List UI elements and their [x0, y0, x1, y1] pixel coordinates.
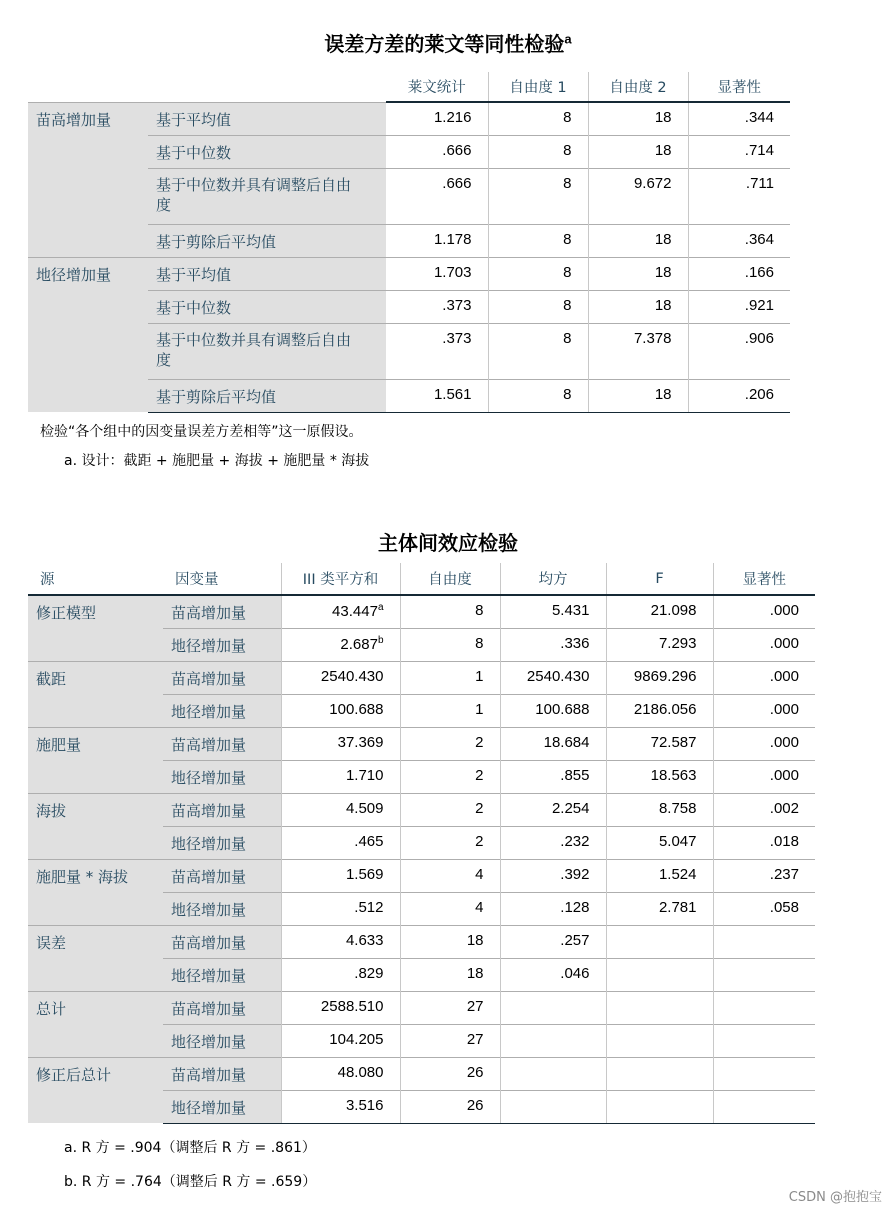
cell-value: 8 — [475, 634, 484, 652]
row-label — [148, 224, 386, 257]
cell-sig — [713, 628, 815, 661]
cell-sig — [713, 859, 815, 892]
cell-ms — [500, 991, 606, 1024]
cell-sig — [713, 661, 815, 694]
cell-f — [606, 958, 713, 991]
cell-f — [606, 595, 713, 628]
cell-df — [400, 760, 500, 793]
cell-f — [606, 826, 713, 859]
watermark: CSDN @抱抱宝 — [788, 1190, 882, 1205]
dependent-variable-label — [163, 1024, 281, 1057]
cell-df1: 8 — [488, 135, 588, 168]
dependent-variable-label — [163, 727, 281, 760]
cell-ss — [281, 1024, 400, 1057]
source-label-text: 海拔 — [36, 801, 67, 820]
cell-sig — [713, 892, 815, 925]
cell-sig — [713, 991, 815, 1024]
cell-df2: 18 — [588, 135, 688, 168]
row-label-text: 基于中位数 — [156, 298, 232, 317]
cell-value: 5.047 — [658, 832, 697, 850]
cell-value: .046 — [560, 964, 590, 982]
levene-test-table — [28, 72, 790, 413]
cell-stat: .373 — [386, 323, 488, 379]
dv-text: 苗高增加量 — [171, 999, 247, 1018]
cell-ms — [500, 1057, 606, 1090]
cell-f — [606, 661, 713, 694]
cell-ss — [281, 727, 400, 760]
dependent-variable-label — [163, 892, 281, 925]
cell-f — [606, 727, 713, 760]
cell-value: 18 — [466, 931, 484, 949]
cell-value: .257 — [560, 931, 590, 949]
cell-value: 1.710 — [345, 766, 384, 784]
cell-stat: .666 — [386, 168, 488, 224]
cell-value: 1 — [475, 700, 484, 718]
cell-sig — [713, 595, 815, 628]
cell-value: 26 — [466, 1096, 484, 1114]
row-label — [148, 135, 386, 168]
cell-value: 2540.430 — [526, 667, 590, 685]
group-label-text: 苗高增加量 — [36, 110, 112, 129]
row-label-text: 基于剪除后平均值 — [156, 232, 277, 251]
row-label — [148, 290, 386, 323]
header-blank — [28, 72, 148, 102]
column-header: 显著性 — [688, 72, 790, 102]
cell-sig: .714 — [688, 135, 790, 168]
dependent-variable-label — [163, 958, 281, 991]
cell-value: .000 — [769, 700, 799, 718]
cell-value: .237 — [769, 865, 799, 883]
source-label-text: 修正模型 — [36, 604, 97, 622]
cell-f — [606, 859, 713, 892]
cell-ms — [500, 859, 606, 892]
row-label — [148, 257, 386, 290]
cell-df — [400, 595, 500, 628]
cell-ms — [500, 958, 606, 991]
row-label-text: 基于剪除后平均值 — [156, 387, 277, 406]
cell-value: .018 — [769, 832, 799, 850]
cell-value: 4.633 — [345, 931, 384, 949]
cell-value: 26 — [466, 1063, 484, 1081]
cell-value: 2.254 — [551, 799, 590, 817]
dependent-variable-label — [163, 760, 281, 793]
cell-f — [606, 991, 713, 1024]
cell-value: 8.758 — [658, 799, 697, 817]
source-label-text: 误差 — [36, 933, 67, 952]
cell-sig — [713, 694, 815, 727]
dv-text: 苗高增加量 — [171, 867, 247, 886]
cell-df1: 8 — [488, 168, 588, 224]
r-squared-note-b: b. R 方 = .764（调整后 R 方 = .659） — [64, 1174, 317, 1190]
cell-sig — [713, 727, 815, 760]
cell-df1: 8 — [488, 379, 588, 412]
cell-df2: 18 — [588, 379, 688, 412]
row-label-text: 基于中位数并具有调整后自由度 — [156, 330, 352, 369]
cell-value: 18.684 — [543, 733, 590, 751]
source-label — [28, 1057, 163, 1123]
column-header: F — [606, 563, 713, 595]
cell-sig — [713, 826, 815, 859]
cell-df — [400, 958, 500, 991]
cell-df — [400, 727, 500, 760]
cell-value: 2.687 — [340, 635, 378, 653]
cell-value: 2 — [475, 733, 484, 751]
cell-value: .000 — [769, 667, 799, 685]
cell-value: 1.569 — [345, 865, 384, 883]
dv-text: 地径增加量 — [171, 702, 247, 721]
dependent-variable-label — [163, 694, 281, 727]
cell-f — [606, 1090, 713, 1123]
cell-ms — [500, 925, 606, 958]
cell-df1: 8 — [488, 290, 588, 323]
cell-stat: 1.561 — [386, 379, 488, 412]
cell-f — [606, 793, 713, 826]
cell-sig: .711 — [688, 168, 790, 224]
cell-ms — [500, 892, 606, 925]
column-header: 源 — [28, 563, 163, 595]
cell-value: 21.098 — [650, 602, 697, 619]
cell-f — [606, 694, 713, 727]
cell-df1: 8 — [488, 224, 588, 257]
dv-text: 地径增加量 — [171, 834, 247, 853]
source-label — [28, 727, 163, 793]
column-header: 显著性 — [713, 563, 815, 595]
cell-f — [606, 892, 713, 925]
cell-stat: 1.703 — [386, 257, 488, 290]
source-label — [28, 595, 163, 661]
dependent-variable-label — [163, 1057, 281, 1090]
cell-value: 104.205 — [329, 1030, 384, 1048]
row-label — [148, 102, 386, 135]
source-label-text: 施肥量 * 海拔 — [36, 867, 129, 886]
cell-ss — [281, 628, 400, 661]
cell-sig: .166 — [688, 257, 790, 290]
cell-sig: .906 — [688, 323, 790, 379]
cell-df — [400, 661, 500, 694]
column-header: 均方 — [500, 563, 606, 595]
cell-df2: 18 — [588, 102, 688, 135]
cell-value: 18.563 — [650, 766, 697, 784]
cell-ss — [281, 958, 400, 991]
cell-value: 4 — [475, 865, 484, 883]
cell-value: 2 — [475, 766, 484, 784]
cell-ms — [500, 727, 606, 760]
cell-value: .465 — [354, 832, 384, 850]
dv-text: 苗高增加量 — [171, 669, 247, 688]
cell-ss — [281, 694, 400, 727]
cell-df — [400, 1090, 500, 1123]
cell-df2: 7.378 — [588, 323, 688, 379]
levene-note: 检验“各个组中的因变量误差方差相等”这一原假设。 — [40, 424, 363, 440]
cell-df2: 9.672 — [588, 168, 688, 224]
cell-value: 2 — [475, 832, 484, 850]
cell-value: .392 — [560, 865, 590, 883]
cell-stat: .373 — [386, 290, 488, 323]
cell-value: 2540.430 — [320, 667, 384, 685]
cell-f — [606, 1024, 713, 1057]
cell-ss — [281, 760, 400, 793]
source-label-text: 施肥量 — [36, 735, 82, 754]
cell-value: .000 — [769, 766, 799, 784]
cell-value: 2186.056 — [633, 700, 697, 718]
cell-value: 3.516 — [345, 1096, 384, 1114]
cell-f — [606, 925, 713, 958]
cell-df — [400, 628, 500, 661]
dv-text: 地径增加量 — [171, 768, 247, 787]
group-label — [28, 102, 148, 257]
source-label — [28, 991, 163, 1057]
cell-sig — [713, 793, 815, 826]
column-header: 自由度 1 — [488, 72, 588, 102]
dependent-variable-label — [163, 595, 281, 628]
cell-sig — [713, 958, 815, 991]
cell-ss — [281, 826, 400, 859]
cell-value: 4 — [475, 898, 484, 916]
cell-ss — [281, 661, 400, 694]
source-label-text: 截距 — [36, 669, 67, 688]
row-label — [148, 323, 386, 379]
cell-df2: 18 — [588, 224, 688, 257]
cell-ms — [500, 1090, 606, 1123]
dv-text: 地径增加量 — [171, 966, 247, 985]
cell-df — [400, 925, 500, 958]
cell-value: 8 — [475, 602, 484, 619]
cell-value: 48.080 — [337, 1063, 384, 1081]
dv-text: 地径增加量 — [171, 1098, 247, 1117]
cell-df — [400, 694, 500, 727]
cell-value: .058 — [769, 898, 799, 916]
levene-design-note: a. 设计：截距 + 施肥量 + 海拔 + 施肥量 * 海拔 — [64, 453, 370, 469]
cell-stat: 1.178 — [386, 224, 488, 257]
row-label — [148, 379, 386, 412]
header-blank — [148, 72, 386, 102]
cell-value: 18 — [466, 964, 484, 982]
cell-df1: 8 — [488, 102, 588, 135]
cell-value: .232 — [560, 832, 590, 850]
cell-ms — [500, 628, 606, 661]
cell-value: 43.447 — [332, 603, 378, 620]
cell-value: .000 — [769, 602, 799, 619]
footnote-marker: b — [377, 634, 384, 646]
cell-sig — [713, 925, 815, 958]
cell-value: 2 — [475, 799, 484, 817]
cell-ss — [281, 859, 400, 892]
row-label-text: 基于平均值 — [156, 265, 232, 284]
cell-sig — [713, 1057, 815, 1090]
cell-value: 37.369 — [337, 733, 384, 751]
levene-table-title: 误差方差的莱文等同性检验$^a$ — [324, 31, 572, 56]
cell-ss — [281, 793, 400, 826]
cell-value: .128 — [560, 898, 590, 916]
row-label-text: 基于中位数并具有调整后自由度 — [156, 175, 352, 214]
column-header: 自由度 — [400, 563, 500, 595]
cell-value: 1.524 — [658, 865, 697, 883]
cell-df — [400, 892, 500, 925]
dv-text: 苗高增加量 — [171, 604, 247, 622]
cell-ms — [500, 793, 606, 826]
cell-value: 72.587 — [650, 733, 697, 751]
cell-ss — [281, 1090, 400, 1123]
group-label — [28, 257, 148, 412]
cell-df2: 18 — [588, 257, 688, 290]
dependent-variable-label — [163, 793, 281, 826]
cell-ss — [281, 991, 400, 1024]
cell-value: .002 — [769, 799, 799, 817]
cell-stat: 1.216 — [386, 102, 488, 135]
column-header: 自由度 2 — [588, 72, 688, 102]
cell-value: 2.781 — [658, 898, 697, 916]
source-label — [28, 925, 163, 991]
cell-value: 4.509 — [345, 799, 384, 817]
cell-value: 1 — [475, 667, 484, 685]
cell-value: .336 — [560, 634, 590, 652]
cell-stat: .666 — [386, 135, 488, 168]
cell-sig — [713, 760, 815, 793]
dependent-variable-label — [163, 628, 281, 661]
dv-text: 苗高增加量 — [171, 735, 247, 754]
source-label-text: 修正后总计 — [36, 1065, 112, 1084]
dependent-variable-label — [163, 661, 281, 694]
cell-value: .855 — [560, 766, 590, 784]
cell-ms — [500, 1024, 606, 1057]
cell-df1: 8 — [488, 257, 588, 290]
cell-ms — [500, 826, 606, 859]
cell-sig: .206 — [688, 379, 790, 412]
cell-f — [606, 628, 713, 661]
dependent-variable-label — [163, 826, 281, 859]
source-label — [28, 859, 163, 925]
r-squared-note-a: a. R 方 = .904（调整后 R 方 = .861） — [64, 1140, 316, 1156]
dv-text: 地径增加量 — [171, 900, 247, 919]
cell-ms — [500, 694, 606, 727]
column-header: 莱文统计 — [386, 72, 488, 102]
cell-sig: .364 — [688, 224, 790, 257]
cell-df — [400, 1057, 500, 1090]
dv-text: 苗高增加量 — [171, 801, 247, 820]
cell-sig: .344 — [688, 102, 790, 135]
cell-ss — [281, 1057, 400, 1090]
cell-value: 9869.296 — [633, 667, 697, 685]
cell-ss — [281, 892, 400, 925]
dv-text: 地径增加量 — [171, 1032, 247, 1051]
dv-text: 地径增加量 — [171, 636, 247, 655]
cell-value: 2588.510 — [320, 997, 384, 1015]
source-label — [28, 793, 163, 859]
cell-f — [606, 1057, 713, 1090]
cell-df2: 18 — [588, 290, 688, 323]
cell-ms — [500, 661, 606, 694]
cell-value: 27 — [466, 997, 484, 1015]
cell-sig: .921 — [688, 290, 790, 323]
cell-ss — [281, 595, 400, 628]
cell-value: .000 — [769, 634, 799, 652]
cell-df — [400, 793, 500, 826]
cell-ss — [281, 925, 400, 958]
cell-value: .829 — [354, 964, 384, 982]
between-subjects-effects-table — [28, 563, 815, 1124]
cell-df — [400, 826, 500, 859]
cell-value: .512 — [354, 898, 384, 916]
effects-table-title: 主体间效应检验 — [378, 531, 518, 555]
cell-value: 27 — [466, 1030, 484, 1048]
cell-value: 100.688 — [535, 700, 590, 718]
group-label-text: 地径增加量 — [36, 265, 112, 284]
cell-df — [400, 991, 500, 1024]
cell-df1: 8 — [488, 323, 588, 379]
row-label-text: 基于中位数 — [156, 143, 232, 162]
cell-ms — [500, 760, 606, 793]
column-header: 因变量 — [163, 563, 281, 595]
cell-value: .000 — [769, 733, 799, 751]
cell-sig — [713, 1024, 815, 1057]
cell-f — [606, 760, 713, 793]
source-label — [28, 661, 163, 727]
cell-value: 7.293 — [658, 634, 697, 652]
footnote-marker: a — [377, 602, 384, 613]
cell-df — [400, 1024, 500, 1057]
source-label-text: 总计 — [36, 999, 67, 1018]
row-label — [148, 168, 386, 224]
cell-value: 100.688 — [329, 700, 384, 718]
dependent-variable-label — [163, 991, 281, 1024]
cell-df — [400, 859, 500, 892]
dependent-variable-label — [163, 925, 281, 958]
column-header: III 类平方和 — [281, 563, 400, 595]
row-label-text: 基于平均值 — [156, 110, 232, 129]
cell-value: 5.431 — [551, 602, 590, 619]
dv-text: 苗高增加量 — [171, 933, 247, 952]
cell-ms — [500, 595, 606, 628]
dependent-variable-label — [163, 859, 281, 892]
cell-sig — [713, 1090, 815, 1123]
dv-text: 苗高增加量 — [171, 1065, 247, 1084]
dependent-variable-label — [163, 1090, 281, 1123]
